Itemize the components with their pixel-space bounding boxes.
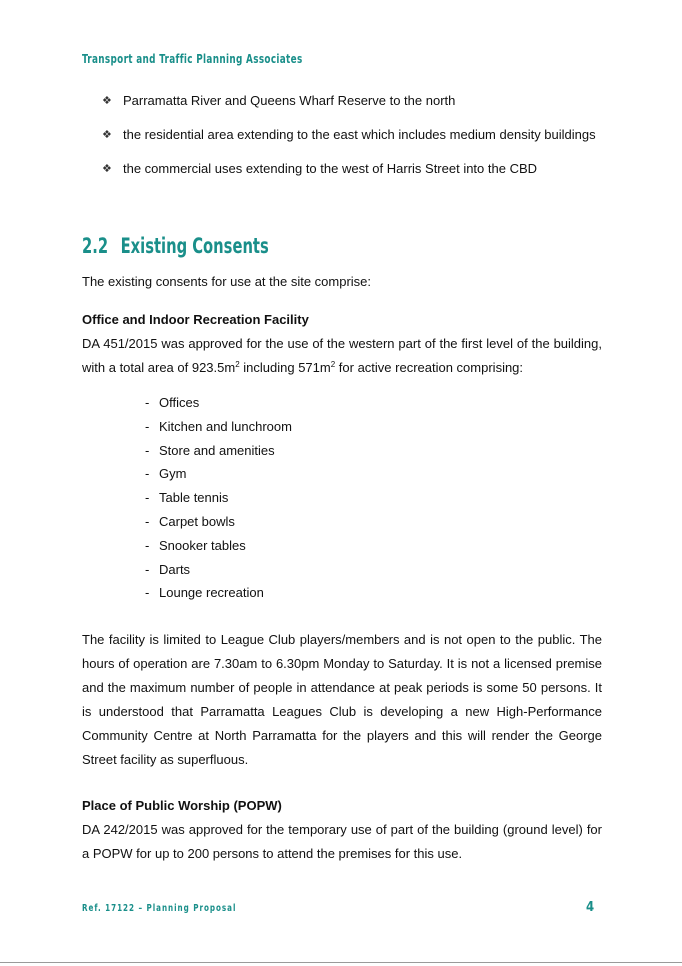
dash-marker: - [145,418,150,434]
popw-heading: Place of Public Worship (POPW) [82,798,282,813]
list-item [145,486,292,510]
bullet-text: Parramatta River and Queens Wharf Reserve to the north [123,93,456,108]
bullet-item [100,89,602,113]
page-bottom-divider [0,962,682,963]
page-number: 4 [586,900,595,915]
facility-items-list [145,391,292,605]
footer-reference: Ref. 17122 – Planning Proposal [82,903,237,914]
list-item [145,415,292,439]
list-item-text: Darts [159,561,191,577]
bullet-text: the commercial uses extending to the west of Harris Street into the CBD [123,161,538,176]
section-title: Existing Consents [120,234,269,258]
section-number: 2.2 [82,234,109,258]
office-text-b: including 571m [239,360,331,375]
diamond-bullet-icon: ❖ [102,95,112,107]
diamond-bullet-icon: ❖ [102,163,112,175]
list-item-text: Kitchen and lunchroom [159,418,292,434]
list-item [145,462,292,486]
section-heading [82,234,269,258]
dash-marker: - [145,585,150,601]
office-text-c: for active recreation comprising: [335,360,524,375]
bullet-item [100,157,602,181]
dash-marker: - [145,442,150,458]
superscript: 2 [330,360,336,369]
list-item [145,534,292,558]
dash-marker: - [145,561,150,577]
dash-marker: - [145,537,150,553]
list-item [145,558,292,582]
list-item-text: Store and amenities [159,442,275,458]
list-item [145,581,292,605]
bullet-item [100,123,602,147]
page-header: Transport and Traffic Planning Associates [82,52,303,66]
list-item-text: Gym [159,466,187,482]
dash-marker: - [145,395,150,410]
superscript: 2 [235,360,240,369]
list-item [145,391,292,415]
intro-paragraph: The existing consents for use at the site comprise: [82,274,372,289]
popw-paragraph: DA 242/2015 was approved for the temporary use of part of the building (ground level) for a POPW for up to 200 persons to attend the premises for this use. [82,822,602,861]
dash-marker: - [145,490,150,506]
dash-marker: - [145,513,150,529]
list-item-text: Snooker tables [159,537,246,553]
list-item-text: Table tennis [159,490,229,506]
list-item [145,439,292,463]
list-item-text: Lounge recreation [159,585,264,601]
list-item [145,510,292,534]
bullet-text: the residential area extending to the east which includes medium density buildings [123,127,596,142]
dash-marker: - [145,466,150,482]
diamond-bullet-icon: ❖ [102,129,112,141]
office-heading: Office and Indoor Recreation Facility [82,312,309,327]
list-item-text: Offices [159,395,200,410]
location-bullet-list [100,89,602,191]
office-paragraph [82,332,602,380]
facility-paragraph: The facility is limited to League Club players/members and is not open to the public. The hours of operation are 7.30am to 6.30pm Monday to Saturday. It is not a licensed premise and the maximum number of people in attendance at peak periods is some 50 persons. It is understood that Parramatta Leagues Club is developing a new High-Performance Community Centre at North Parramatta for the players and this will render the George Street facility as superfluous. [82,632,602,767]
office-text-a: DA 451/2015 was approved for the use of the western part of the first level of the building, with a total area of 923.5m [82,336,602,375]
list-item-text: Carpet bowls [159,513,235,529]
